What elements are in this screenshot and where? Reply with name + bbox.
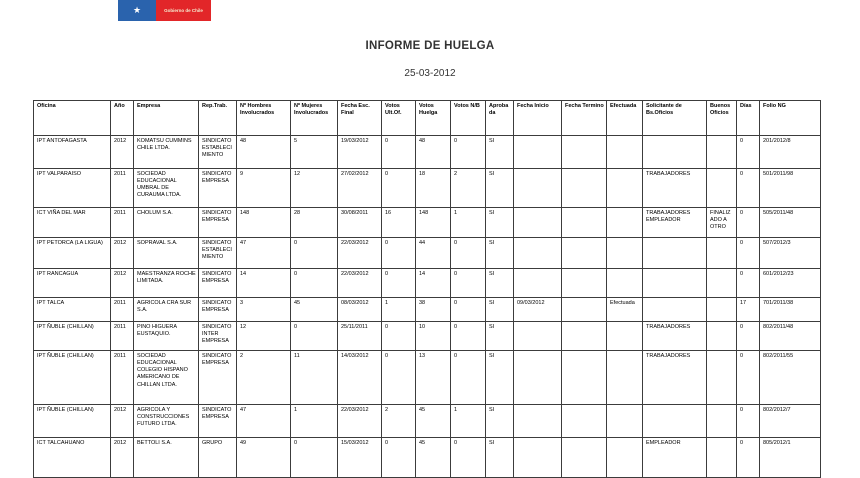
cell: 0 bbox=[382, 438, 416, 478]
cell: 0 bbox=[451, 298, 486, 322]
cell: 0 bbox=[451, 322, 486, 351]
table-header-row bbox=[34, 101, 821, 136]
cell: 30/08/2011 bbox=[338, 208, 382, 238]
cell: 0 bbox=[291, 322, 338, 351]
column-header-11: Fecha Inicio bbox=[514, 101, 562, 136]
cell: SINDICATO EMPRESA bbox=[199, 298, 237, 322]
column-header-12: Fecha Termino bbox=[562, 101, 607, 136]
cell: ICT VIÑA DEL MAR bbox=[34, 208, 111, 238]
cell: 2011 bbox=[111, 298, 134, 322]
cell: 0 bbox=[737, 169, 760, 208]
cell bbox=[562, 322, 607, 351]
cell: CHOLUM S.A. bbox=[134, 208, 199, 238]
cell: 19/03/2012 bbox=[338, 136, 382, 169]
cell: 09/03/2012 bbox=[514, 298, 562, 322]
cell bbox=[514, 269, 562, 298]
cell bbox=[562, 438, 607, 478]
report-date: 25-03-2012 bbox=[404, 68, 456, 79]
cell: 0 bbox=[382, 136, 416, 169]
cell: GRUPO bbox=[199, 438, 237, 478]
cell: SOPRAVAL S.A. bbox=[134, 238, 199, 269]
cell: TRABAJADORES bbox=[643, 351, 707, 405]
table-row bbox=[34, 208, 821, 238]
cell bbox=[514, 322, 562, 351]
cell bbox=[707, 169, 737, 208]
cell: SOCIEDAD EDUCACIONAL UMBRAL DE CURAUMA LTDA. bbox=[134, 169, 199, 208]
cell: 08/03/2012 bbox=[338, 298, 382, 322]
cell: 0 bbox=[737, 208, 760, 238]
cell: 1 bbox=[382, 298, 416, 322]
column-header-7: Votos Ult.Of. bbox=[382, 101, 416, 136]
cell bbox=[607, 238, 643, 269]
cell: TRABAJADORES bbox=[643, 322, 707, 351]
cell bbox=[607, 136, 643, 169]
cell: 2 bbox=[237, 351, 291, 405]
column-header-15: Buenos Oficios bbox=[707, 101, 737, 136]
cell: IPT TALCA bbox=[34, 298, 111, 322]
cell: 38 bbox=[416, 298, 451, 322]
cell: 12 bbox=[291, 169, 338, 208]
cell: 47 bbox=[237, 238, 291, 269]
cell bbox=[607, 322, 643, 351]
cell: 0 bbox=[451, 238, 486, 269]
column-header-9: Votos N/B bbox=[451, 101, 486, 136]
cell: 13 bbox=[416, 351, 451, 405]
cell: IPT ÑUBLE (CHILLAN) bbox=[34, 351, 111, 405]
cell: 505/2011/48 bbox=[760, 208, 821, 238]
cell: Efectuada bbox=[607, 298, 643, 322]
column-header-1: Año bbox=[111, 101, 134, 136]
cell: 2012 bbox=[111, 136, 134, 169]
cell: IPT ÑUBLE (CHILLAN) bbox=[34, 322, 111, 351]
cell: 501/2011/98 bbox=[760, 169, 821, 208]
cell bbox=[514, 208, 562, 238]
table-row bbox=[34, 322, 821, 351]
cell: 201/2012/8 bbox=[760, 136, 821, 169]
cell: 45 bbox=[416, 405, 451, 438]
cell: 45 bbox=[291, 298, 338, 322]
table-row bbox=[34, 298, 821, 322]
cell: 14/03/2012 bbox=[338, 351, 382, 405]
cell bbox=[707, 405, 737, 438]
cell bbox=[707, 298, 737, 322]
cell: 0 bbox=[737, 438, 760, 478]
cell: 14 bbox=[416, 269, 451, 298]
cell bbox=[514, 351, 562, 405]
cell: 1 bbox=[451, 208, 486, 238]
report-title: INFORME DE HUELGA bbox=[365, 40, 495, 52]
column-header-8: Votos Huelga bbox=[416, 101, 451, 136]
cell: 802/2011/55 bbox=[760, 351, 821, 405]
cell: 507/2012/3 bbox=[760, 238, 821, 269]
cell bbox=[514, 136, 562, 169]
cell bbox=[643, 238, 707, 269]
cell bbox=[562, 208, 607, 238]
cell: TRABAJADORES bbox=[643, 169, 707, 208]
table-row bbox=[34, 351, 821, 405]
table-row bbox=[34, 438, 821, 478]
cell: 802/2011/48 bbox=[760, 322, 821, 351]
cell: 2011 bbox=[111, 322, 134, 351]
cell: SI bbox=[486, 269, 514, 298]
strike-report-table bbox=[33, 100, 821, 478]
cell: 0 bbox=[737, 238, 760, 269]
cell: 44 bbox=[416, 238, 451, 269]
cell bbox=[643, 269, 707, 298]
cell: 9 bbox=[237, 169, 291, 208]
cell bbox=[514, 169, 562, 208]
cell: 2012 bbox=[111, 269, 134, 298]
cell: 148 bbox=[416, 208, 451, 238]
cell: KOMATSU CUMMINS CHILE LTDA. bbox=[134, 136, 199, 169]
cell: 2012 bbox=[111, 438, 134, 478]
cell bbox=[707, 438, 737, 478]
cell bbox=[643, 136, 707, 169]
cell: 2012 bbox=[111, 405, 134, 438]
cell: SINDICATO EMPRESA bbox=[199, 351, 237, 405]
column-header-17: Folio NG bbox=[760, 101, 821, 136]
cell: 22/03/2012 bbox=[338, 238, 382, 269]
cell: 49 bbox=[237, 438, 291, 478]
cell: 0 bbox=[451, 438, 486, 478]
cell: 2 bbox=[451, 169, 486, 208]
cell bbox=[562, 136, 607, 169]
cell: 1 bbox=[451, 405, 486, 438]
column-header-2: Empresa bbox=[134, 101, 199, 136]
cell: 47 bbox=[237, 405, 291, 438]
cell: SINDICATO EMPRESA bbox=[199, 405, 237, 438]
cell: 805/2012/1 bbox=[760, 438, 821, 478]
cell: 0 bbox=[737, 322, 760, 351]
cell bbox=[562, 169, 607, 208]
gobierno-de-chile-logo bbox=[118, 0, 211, 21]
cell bbox=[707, 351, 737, 405]
cell bbox=[562, 298, 607, 322]
cell: FINALIZADO A OTRO bbox=[707, 208, 737, 238]
cell: 0 bbox=[451, 351, 486, 405]
cell: SINDICATO EMPRESA bbox=[199, 208, 237, 238]
cell: 0 bbox=[737, 269, 760, 298]
cell bbox=[514, 438, 562, 478]
cell: 0 bbox=[291, 238, 338, 269]
cell: 17 bbox=[737, 298, 760, 322]
cell: 22/03/2012 bbox=[338, 269, 382, 298]
table-row bbox=[34, 136, 821, 169]
cell bbox=[707, 269, 737, 298]
cell: 2012 bbox=[111, 238, 134, 269]
cell: 0 bbox=[382, 351, 416, 405]
cell bbox=[707, 322, 737, 351]
cell: 16 bbox=[382, 208, 416, 238]
cell: 18 bbox=[416, 169, 451, 208]
cell: 45 bbox=[416, 438, 451, 478]
column-header-0: Oficina bbox=[34, 101, 111, 136]
cell: 3 bbox=[237, 298, 291, 322]
cell: 1 bbox=[291, 405, 338, 438]
cell bbox=[707, 238, 737, 269]
cell: SINDICATO EMPRESA bbox=[199, 269, 237, 298]
cell bbox=[607, 269, 643, 298]
column-header-16: Días bbox=[737, 101, 760, 136]
cell: 48 bbox=[237, 136, 291, 169]
cell: 27/02/2012 bbox=[338, 169, 382, 208]
cell: 0 bbox=[737, 136, 760, 169]
cell bbox=[514, 405, 562, 438]
cell: 0 bbox=[291, 269, 338, 298]
cell: AGRICOLA Y CONSTRUCCIONES FUTURO LTDA. bbox=[134, 405, 199, 438]
cell: SI bbox=[486, 438, 514, 478]
cell: ICT TALCAHUANO bbox=[34, 438, 111, 478]
cell: 601/2012/23 bbox=[760, 269, 821, 298]
column-header-14: Solicitante de Bs.Oficios bbox=[643, 101, 707, 136]
cell: TRABAJADORES EMPLEADOR bbox=[643, 208, 707, 238]
cell: 25/11/2011 bbox=[338, 322, 382, 351]
cell bbox=[562, 238, 607, 269]
cell: SI bbox=[486, 238, 514, 269]
logo-red-panel bbox=[156, 0, 211, 21]
cell: 0 bbox=[451, 269, 486, 298]
cell: 10 bbox=[416, 322, 451, 351]
table-body bbox=[34, 136, 821, 478]
cell: IPT ANTOFAGASTA bbox=[34, 136, 111, 169]
cell: 28 bbox=[291, 208, 338, 238]
cell: 701/2011/38 bbox=[760, 298, 821, 322]
cell: 48 bbox=[416, 136, 451, 169]
cell: 802/2012/7 bbox=[760, 405, 821, 438]
cell: SOCIEDAD EDUCACIONAL COLEGIO HISPANO AMERICANO DE CHILLAN LTDA. bbox=[134, 351, 199, 405]
cell: BETTOLI S.A. bbox=[134, 438, 199, 478]
column-header-5: Nº Mujeres Involucrados bbox=[291, 101, 338, 136]
cell bbox=[562, 269, 607, 298]
cell bbox=[607, 208, 643, 238]
cell: 0 bbox=[451, 136, 486, 169]
cell: 0 bbox=[382, 322, 416, 351]
table-row bbox=[34, 405, 821, 438]
cell: SI bbox=[486, 405, 514, 438]
cell: 2011 bbox=[111, 208, 134, 238]
logo-text: Gobierno de Chile bbox=[164, 8, 203, 13]
table-row bbox=[34, 269, 821, 298]
cell: SINDICATO INTER EMPRESA bbox=[199, 322, 237, 351]
logo-blue-panel bbox=[118, 0, 156, 21]
cell: 148 bbox=[237, 208, 291, 238]
column-header-3: Rep.Trab. bbox=[199, 101, 237, 136]
cell: 15/03/2012 bbox=[338, 438, 382, 478]
cell: AGRICOLA CRA SUR S.A. bbox=[134, 298, 199, 322]
cell: 14 bbox=[237, 269, 291, 298]
cell bbox=[607, 405, 643, 438]
cell bbox=[607, 438, 643, 478]
cell bbox=[562, 405, 607, 438]
cell: 0 bbox=[382, 238, 416, 269]
table-row bbox=[34, 238, 821, 269]
cell bbox=[643, 298, 707, 322]
cell: 5 bbox=[291, 136, 338, 169]
cell: SI bbox=[486, 298, 514, 322]
cell: 11 bbox=[291, 351, 338, 405]
table-row bbox=[34, 169, 821, 208]
cell: SI bbox=[486, 136, 514, 169]
cell: IPT PETORCA (LA LIGUA) bbox=[34, 238, 111, 269]
cell: 0 bbox=[737, 351, 760, 405]
cell bbox=[607, 351, 643, 405]
cell: SI bbox=[486, 322, 514, 351]
cell bbox=[514, 238, 562, 269]
cell bbox=[643, 405, 707, 438]
column-header-13: Efectuada bbox=[607, 101, 643, 136]
cell: 2011 bbox=[111, 351, 134, 405]
column-header-4: Nº Hombres Involucrados bbox=[237, 101, 291, 136]
cell: EMPLEADOR bbox=[643, 438, 707, 478]
cell: SINDICATO ESTABLECIMIENTO bbox=[199, 136, 237, 169]
column-header-6: Fecha Esc. Final bbox=[338, 101, 382, 136]
cell: 2 bbox=[382, 405, 416, 438]
cell: MAESTRANZA ROCHE LIMITADA. bbox=[134, 269, 199, 298]
cell bbox=[707, 136, 737, 169]
cell: 0 bbox=[291, 438, 338, 478]
cell: 0 bbox=[737, 405, 760, 438]
cell: 12 bbox=[237, 322, 291, 351]
star-icon: ★ bbox=[132, 5, 142, 15]
column-header-10: Aprobada bbox=[486, 101, 514, 136]
cell: 0 bbox=[382, 169, 416, 208]
cell: 22/03/2012 bbox=[338, 405, 382, 438]
cell: SI bbox=[486, 208, 514, 238]
cell bbox=[607, 169, 643, 208]
cell: IPT ÑUBLE (CHILLAN) bbox=[34, 405, 111, 438]
cell: 2011 bbox=[111, 169, 134, 208]
cell: SI bbox=[486, 169, 514, 208]
cell: SI bbox=[486, 351, 514, 405]
cell: IPT VALPARAISO bbox=[34, 169, 111, 208]
cell bbox=[562, 351, 607, 405]
cell: 0 bbox=[382, 269, 416, 298]
cell: PINO HIGUERA EUSTAQUIO. bbox=[134, 322, 199, 351]
cell: SINDICATO EMPRESA bbox=[199, 169, 237, 208]
cell: IPT RANCAGUA bbox=[34, 269, 111, 298]
cell: SINDICATO ESTABLECIMIENTO bbox=[199, 238, 237, 269]
